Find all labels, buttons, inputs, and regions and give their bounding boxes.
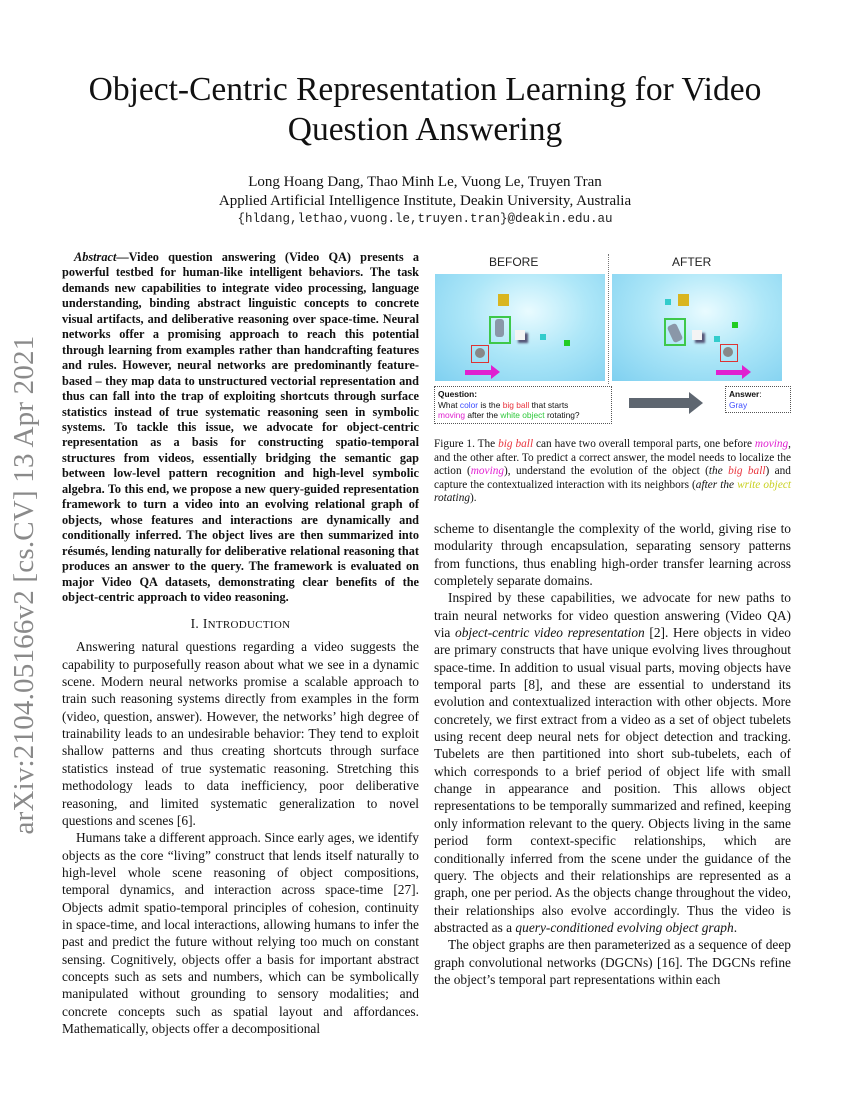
caption-big-ball: big ball [498,438,534,450]
caption-rotating: rotating [434,492,470,505]
caption-text: Figure 1. The [434,438,499,450]
q-text: that starts [529,399,569,410]
section-heading [62,615,419,634]
figure-1 [434,252,791,430]
q-color: color [459,399,479,410]
q-white-object: white object [500,410,545,420]
yellow-cube [678,294,689,306]
arxiv-identifier: arXiv:2104.05166v2 [cs.CV] 13 Apr 2021 [8,335,40,835]
paragraph: The object graphs are then parameterized as a sequence of deep graph convolutional networks (DGCNs) [16]. The DGCNs refine the object’s temporal part representations within each [434,937,791,987]
white-cube [515,330,525,340]
abstract [62,250,419,605]
caption-after-the: after the [695,478,738,491]
abstract-label: Abstract [74,250,117,264]
after-panel [612,274,782,381]
paragraph: scheme to disentangle the complexity of the world, giving rise to modularity through encapsulation, separating sensory patterns from functions, thus enabling high-order transfer learning across completely separate domains. [434,520,791,588]
big-ball [723,347,733,357]
paragraph: Humans take a different approach. Since early ages, we identify objects as the core “living” construct that lends itself naturally to high-level whole scene reasoning of object compositions, temporal dynamics, and interaction across space-time [27]. Objects admit spatio-temporal principles of cohesion, continuity in space-time, and local interactions, allowing humans to infer the past and predict the future without relying too much on constant sensing. Cognitively, objects offer a basis for important abstract concepts such as sets and numbers, which can be symbolically manipulated without grounding to sensory modalities; and concrete concepts such as spatial layout and affordances. Mathematically, objects offer a decompositional [62,830,419,1036]
caption-write-object: write object [737,478,791,491]
caption-text: can have two overall temporal parts, one before [533,438,755,450]
divider [608,254,609,384]
after-label: AFTER [672,255,712,269]
before-label: BEFORE [489,255,539,269]
abstract-text: —Video question answering (Video QA) presents a powerful testbed for human-like intelligent behaviors. The task demands new capabilities to integrate video processing, language understanding, binding abstract linguistic concepts to concrete visual artifacts, and deliberative reasoning over space-time. Neural networks offer a promising approach to reach this potential through learning from examples rather than handcrafting features and rules. However, neural networks are predominantly feature-based – they map data to unstructured vectorial representation and thus can fall into the trap of exploiting shortcuts through surface statistics instead of true systematic reasoning seen in symbolic systems. To tackle this issue, we advocate for object-centric representation as a basis for constructing spatio-temporal structures from videos, essentially bridging the semantic gap between low-level pattern recognition and high-level symbolic algebra. To this end, we propose a new query-guided representation framework to turn a video into an evolving relational graph of objects, whose features and interactions are dynamically and conditionally inferred. The object lives are then summarized into résumés, lending naturally for deliberative relational reasoning that produces an answer to the query. The framework is evaluated on major Video QA datasets, demonstrating clear benefits of the object-centric approach to video reasoning. [62,250,419,604]
caption-moving: moving [470,465,505,478]
question-box [434,386,612,424]
caption-big-ball: big ball [728,465,766,478]
section-number: I. [190,616,200,632]
arrow-right-icon [629,398,689,408]
caption-the: the [708,465,729,478]
emphasis: query-conditioned evolving object graph [515,919,734,935]
caption-text: ) and capture the contextualized interaction with its neighbors ( [434,465,791,491]
q-text: is the [478,399,503,410]
caption-text: ), understand the evolution of the object ( [504,465,709,478]
intro-right-column [434,520,791,988]
paragraph [434,589,791,936]
author-block [60,173,790,211]
yellow-cube [498,294,509,306]
text: . [733,919,738,935]
authors: Long Hoang Dang, Thao Minh Le, Vuong Le, Truyen Tran [248,174,602,190]
q-text: rotating? [544,410,580,420]
caption-text: ). [470,492,477,505]
q-moving: moving [438,410,465,420]
arrow-container [629,392,709,414]
figure-caption [434,438,791,506]
motion-arrow-icon [716,370,742,375]
white-cube [692,330,702,340]
cyan-cube [665,299,671,305]
big-ball [475,348,485,358]
paragraph: Answering natural questions regarding a video suggests the capability to purposefully reason about what we see in a dynamic scene. Modern neural networks promise a scalable approach to train such reasoning systems directly from examples in the form (video, question, answer). However, the networks’ high degree of trainability leads to an undesirable behavior: They tend to exploit shallow patterns and thus creating shortcuts through surface statistics instead of true systematic reasoning. Stretching this methodology leads to data inefficiency, poor deliberative reasoning, and limited systematic generalization to novel questions and scenes [6]. [62,639,419,828]
green-cube [732,322,738,328]
q-text: after the [465,410,501,420]
author-emails: {hldang,lethao,vuong.le,truyen.tran}@deakin.edu.au [237,212,613,226]
green-cube [564,340,570,346]
question-answer-row [434,386,791,424]
answer-colon: : [759,389,762,399]
caption-text: , and the other after. To predict a correct answer, the model needs to localize the action ( [434,438,791,478]
left-column [62,250,419,1037]
emphasis: object-centric video representation [455,625,645,641]
cyan-cube [540,334,546,340]
cyan-cube [714,336,720,342]
question-label: Question: [438,389,478,399]
answer-label: Answer [729,389,760,399]
cylinder [495,319,504,337]
section-title-rest: NTRODUCTION [207,619,291,632]
right-column [434,252,791,988]
text: [2]. Here objects in video are primary constructs that have unique evolving lives throughout space-time. In addition to usual visual parts, moving objects have temporal parts [8], and these are essential to understand its evolution and contextualized interaction with other objects. More concretely, we first extract from a video as a set of object tubelets using recent deep neural nets for object detection and tracking. Tubelets are then partitioned into short sub-tubelets, each of which corresponds to a brief period of object life with small change in appearance and position. This allows object representations to be temporally summarized and refined, keeping only information relevant to the query. Objects living in the same period form context-specific relationships, which are conditionally inferred from the scene under the guidance of the query. The objects and their relationships are represented as a graph, one per period. As the objects change throughout the video, their relationships also evolve accordingly. Thus the video is abstracted as a [434,625,791,935]
q-text: What [438,399,460,410]
affiliation: Applied Artificial Intelligence Institute, Deakin University, Australia [218,193,632,209]
q-big-ball: big ball [502,399,530,410]
before-panel [435,274,605,381]
answer-box [725,386,791,413]
caption-moving: moving [754,438,789,450]
paper-title: Object-Centric Representation Learning for Video Question Answering [88,71,762,148]
intro-left-column [62,638,419,1037]
section-title-initial: I [202,616,208,632]
answer-value: Gray [729,399,748,410]
text: Inspired by these capabilities, we advocate for new paths to train neural networks for video question answering (Video QA) via [434,590,791,641]
motion-arrow-icon [465,370,491,375]
